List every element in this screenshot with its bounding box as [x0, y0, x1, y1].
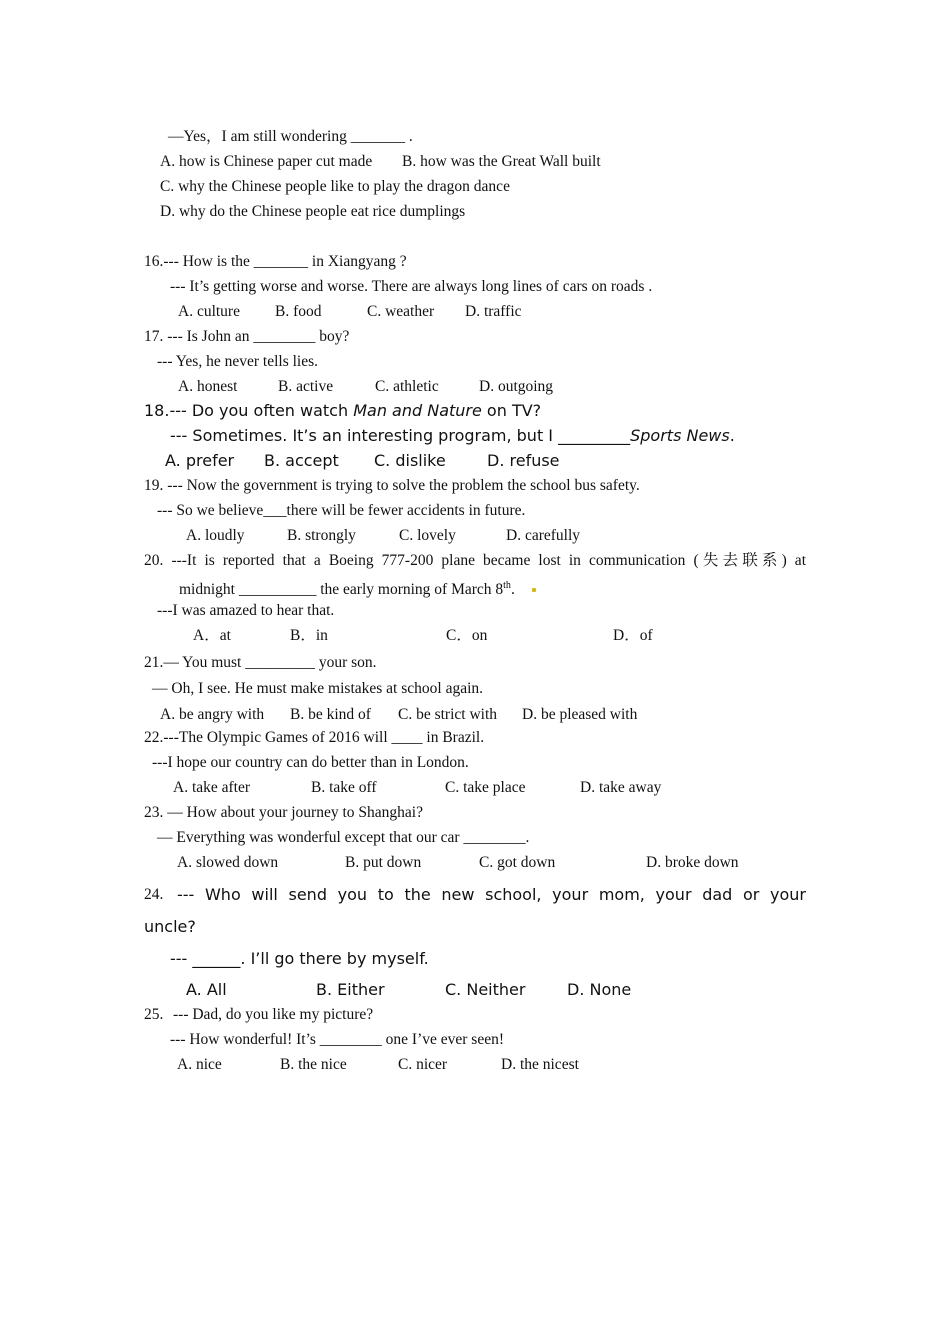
q18-option-a: A. prefer — [165, 451, 235, 470]
highlight-mark — [532, 588, 536, 592]
q24-question: --- Who will send you to the new school, your mom, your dad or your — [177, 885, 806, 904]
q24-option-d: D. None — [567, 980, 632, 999]
q23-option-a: A. slowed down — [177, 854, 279, 871]
q25-option-b: B. the nice — [280, 1056, 347, 1073]
q23-question: 23. — How about your journey to Shanghai? — [144, 804, 423, 821]
q15-option-c: C. why the Chinese people like to play the dragon dance — [160, 178, 510, 195]
q18-program-title: Man and Nature — [353, 401, 482, 420]
q22-reply: ---I hope our country can do better than in London. — [152, 754, 469, 771]
q18-reply-prefix: --- Sometimes. It’s an interesting program, but I _________ — [170, 426, 631, 445]
q22-question: 22.---The Olympic Games of 2016 will ____ in Brazil. — [144, 729, 485, 746]
q22-option-c: C. take place — [445, 779, 526, 796]
q25-question: --- Dad, do you like my picture? — [173, 1006, 374, 1023]
q22-option-b: B. take off — [311, 779, 377, 796]
q25-number: 25. — [144, 1006, 164, 1023]
q17-reply: --- Yes, he never tells lies. — [157, 353, 318, 370]
q21-option-d: D. be pleased with — [522, 706, 638, 723]
q24-option-a: A. All — [186, 980, 227, 999]
q25-option-d: D. the nicest — [501, 1056, 579, 1073]
q25-reply: --- How wonderful! It’s ________ one I’ve ever seen! — [170, 1031, 504, 1048]
q24-reply: --- ______. I’ll go there by myself. — [170, 949, 429, 968]
q20-question: 20. ---It is reported that a Boeing 777-200 plane became lost in communication (失去联系) at — [144, 552, 806, 569]
q15-option-d: D. why do the Chinese people eat rice dumplings — [160, 203, 466, 220]
q20-question-cont — [179, 576, 515, 600]
q20-option-c: C．on — [446, 627, 488, 644]
q19-option-b: B. strongly — [287, 527, 356, 544]
q18-option-c: C. dislike — [374, 451, 446, 470]
q23-option-c: C. got down — [479, 854, 556, 871]
q19-option-c: C. lovely — [399, 527, 456, 544]
q20-cont-prefix: midnight __________ the early morning of March 8 — [179, 581, 504, 599]
q23-reply: — Everything was wonderful except that our car ________. — [157, 829, 530, 846]
q21-option-c: C. be strict with — [398, 706, 498, 723]
q18-question-prefix: 18.--- Do you often watch — [144, 401, 354, 420]
q19-option-a: A. loudly — [186, 527, 245, 544]
q18-question-suffix: on TV? — [481, 401, 542, 420]
q16-option-c: C. weather — [367, 303, 435, 320]
q21-option-a: A. be angry with — [160, 706, 265, 723]
q16-reply: --- It’s getting worse and worse. There are always long lines of cars on roads . — [170, 278, 653, 295]
q15-option-b: B. how was the Great Wall built — [402, 153, 601, 170]
q20-option-a: A．at — [193, 627, 231, 644]
q21-option-b: B. be kind of — [290, 706, 371, 723]
q20-option-d: D．of — [613, 627, 653, 644]
q16-option-d: D. traffic — [465, 303, 522, 320]
q17-option-d: D. outgoing — [479, 378, 554, 395]
q20-reply: ---I was amazed to hear that. — [157, 602, 335, 619]
q17-option-a: A. honest — [178, 378, 238, 395]
q24-option-c: C. Neither — [445, 980, 526, 999]
q15-answer-line: —Yes，I am still wondering _______ . — [168, 128, 413, 145]
q18-program-name: Sports News — [630, 426, 730, 445]
q18-option-b: B. accept — [264, 451, 339, 470]
q18-reply-suffix: . — [729, 426, 735, 445]
q15-option-a: A. how is Chinese paper cut made — [160, 153, 373, 170]
q18-reply — [170, 426, 735, 446]
q17-option-c: C. athletic — [375, 378, 439, 395]
q23-option-b: B. put down — [345, 854, 422, 871]
q16-option-a: A. culture — [178, 303, 240, 320]
q22-option-d: D. take away — [580, 779, 662, 796]
q16-question: 16.--- How is the _______ in Xiangyang ? — [144, 253, 407, 270]
q23-option-d: D. broke down — [646, 854, 739, 871]
q19-question: 19. --- Now the government is trying to solve the problem the school bus safety. — [144, 477, 640, 494]
q20-option-b: B．in — [290, 627, 328, 644]
q22-option-a: A. take after — [173, 779, 251, 796]
q16-option-b: B. food — [275, 303, 322, 320]
q17-question: 17. --- Is John an ________ boy? — [144, 328, 350, 345]
q18-question — [144, 401, 541, 421]
q25-option-a: A. nice — [177, 1056, 222, 1073]
q18-option-d: D. refuse — [487, 451, 560, 470]
q17-option-b: B. active — [278, 378, 334, 395]
q20-cont-end: . — [510, 581, 515, 599]
q25-option-c: C. nicer — [398, 1056, 448, 1073]
q19-option-d: D. carefully — [506, 527, 581, 544]
q20-ordinal-suffix: th — [503, 580, 511, 591]
q24-option-b: B. Either — [316, 980, 385, 999]
q21-reply: — Oh, I see. He must make mistakes at school again. — [152, 680, 484, 697]
q21-question: 21.— You must _________ your son. — [144, 654, 377, 671]
q24-number: 24. — [144, 886, 164, 903]
q19-reply: --- So we believe___there will be fewer accidents in future. — [157, 502, 526, 519]
q24-question-cont: uncle? — [144, 917, 196, 936]
